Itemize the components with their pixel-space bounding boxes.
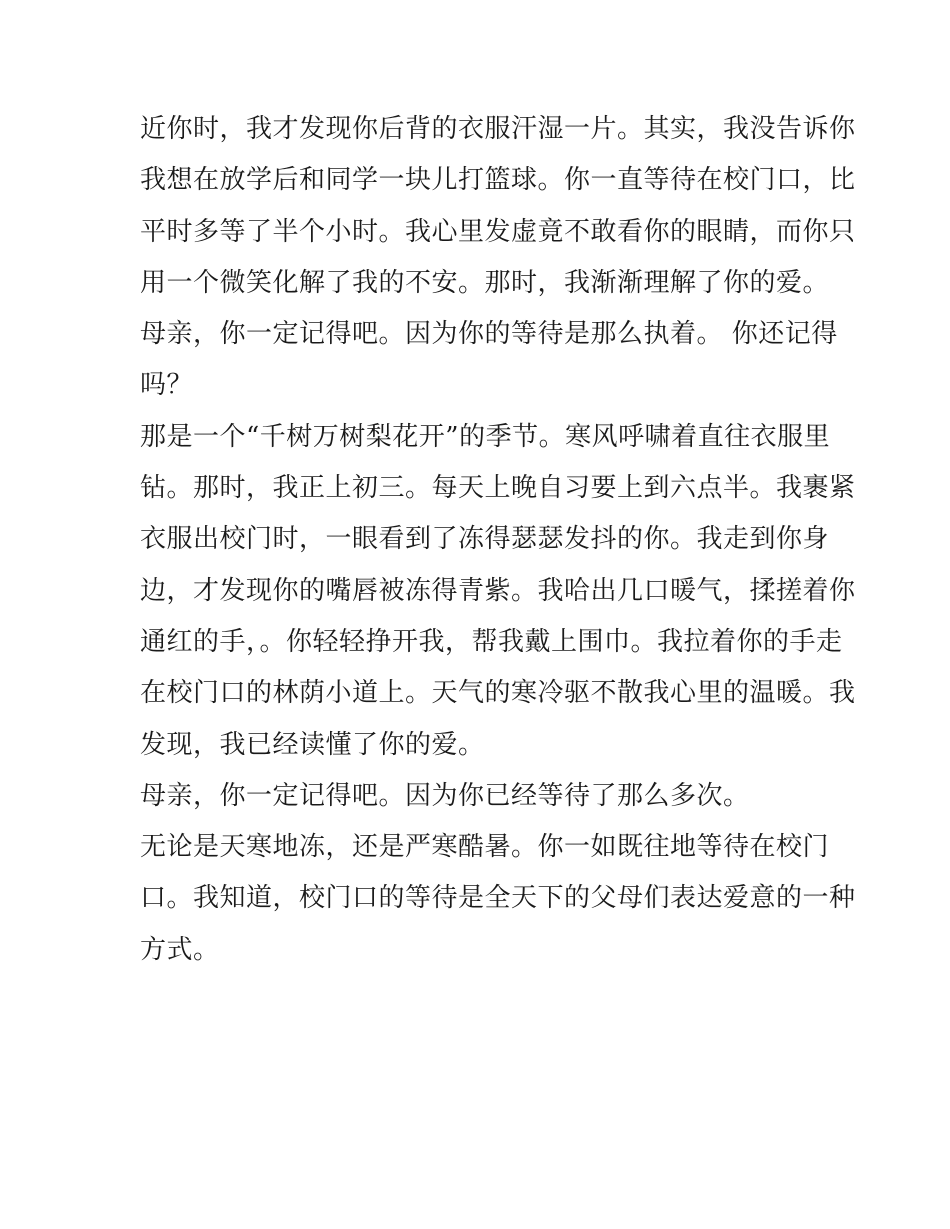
text-line: 边，才发现你的嘴唇被冻得青紫。我哈出几口暖气，揉搓着你 <box>140 575 856 606</box>
text-line: 衣服出校门时，一眼看到了冻得瑟瑟发抖的你。我走到你身 <box>140 524 830 555</box>
text-line: 我想在放学后和同学一块儿打篮球。你一直等待在校门口，比 <box>140 165 856 196</box>
text-line: 在校门口的林荫小道上。天气的寒冷驱不散我心里的温暖。我 <box>140 678 856 709</box>
text-line: 钻。那时，我正上初三。每天上晚自习要上到六点半。我裹紧 <box>140 473 856 504</box>
text-line: 用一个微笑化解了我的不安。那时，我渐渐理解了你的爱。 <box>140 267 830 298</box>
text-line: 通红的手，。你轻轻挣开我，帮我戴上围巾。我拉着你的手走 <box>140 626 843 657</box>
text-line: 平时多等了半个小时。我心里发虚竟不敢看你的眼睛，而你只 <box>140 216 856 247</box>
text-line: 吗？ <box>140 370 194 401</box>
text-line: 那是一个“千树万树梨花开”的季节。寒风呼啸着直往衣服里 <box>140 421 831 452</box>
essay-body <box>140 104 856 976</box>
text-line: 发现，我已经读懂了你的爱。 <box>140 729 485 760</box>
text-line: 口。我知道，校门口的等待是全天下的父母们表达爱意的一种 <box>140 883 856 914</box>
text-line: 母亲，你一定记得吧。因为你已经等待了那么多次。 <box>140 780 750 811</box>
text-line: 方式。 <box>140 934 220 965</box>
text-line: 母亲，你一定记得吧。因为你的等待是那么执着。 你还记得 <box>140 319 838 350</box>
text-line: 无论是天寒地冻，还是严寒酷暑。你一如既往地等待在校门 <box>140 832 830 863</box>
text-line: 近你时，我才发现你后背的衣服汗湿一片。其实，我没告诉你 <box>140 114 856 144</box>
